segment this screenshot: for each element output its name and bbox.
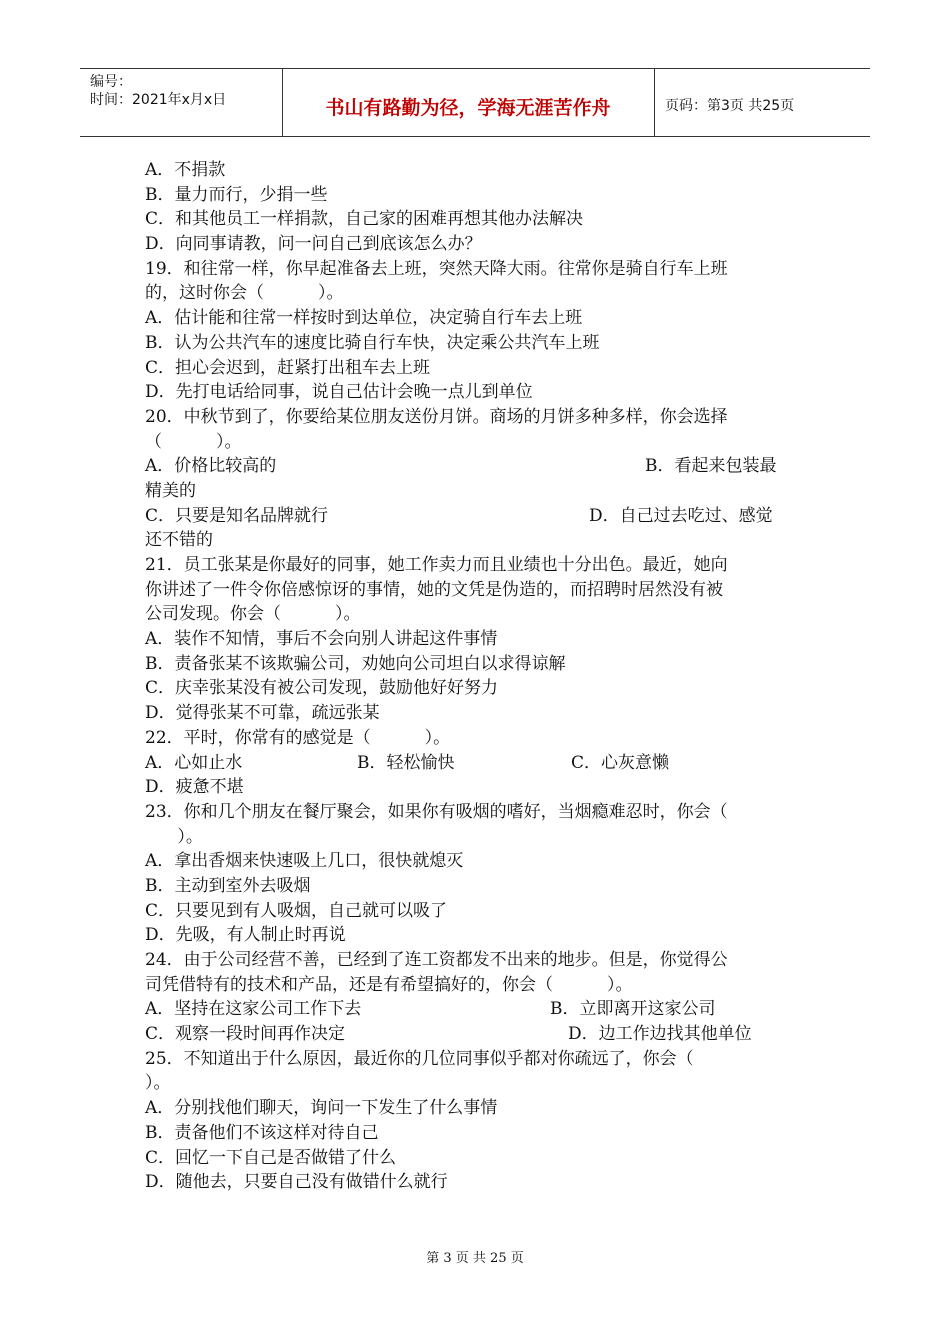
text-line: A．装作不知情，事后不会向别人讲起这件事情	[145, 629, 498, 650]
text-line: B．认为公共汽车的速度比骑自行车快，决定乘公共汽车上班	[145, 332, 600, 353]
text-line: B．量力而行，少捐一些	[145, 184, 328, 205]
text-line: 司凭借特有的技术和产品，还是有希望搞好的，你会（ ）。	[145, 974, 633, 995]
q24-option-a: A．坚持在这家公司工作下去	[145, 999, 362, 1020]
text-line: A．分别找他们聊天，询问一下发生了什么事情	[145, 1098, 498, 1119]
text-line: C．担心会迟到，赶紧打出租车去上班	[145, 357, 431, 378]
q22-option-b: B．轻松愉快	[357, 752, 455, 773]
header-meta-cell	[80, 69, 283, 136]
text-line: 你讲述了一件令你倍感惊讶的事情，她的文凭是伪造的，而招聘时居然没有被	[145, 579, 723, 600]
q20-option-c: C．只要是知名品牌就行	[145, 505, 329, 526]
question-23: 23．你和几个朋友在餐厅聚会，如果你有吸烟的嗜好，当烟瘾难忍时，你会（	[145, 801, 728, 822]
q20-option-b: B．看起来包装最	[645, 456, 777, 477]
question-19: 19．和往常一样，你早起准备去上班，突然天降大雨。往常你是骑自行车上班	[145, 258, 728, 279]
q22-option-a: A．心如止水	[145, 752, 243, 773]
text-line: B．责备他们不该这样对待自己	[145, 1122, 379, 1143]
q20-option-row	[145, 504, 800, 529]
header-page-cell	[655, 69, 870, 136]
text-line: 精美的	[145, 480, 196, 501]
header-motto: 书山有路勤为径，学海无涯苦作舟	[325, 97, 611, 119]
text-line: A．拿出香烟来快速吸上几口，很快就熄灭	[145, 851, 464, 872]
text-line: ）。	[145, 1073, 171, 1094]
question-24: 24．由于公司经营不善，已经到了连工资都发不出来的地步。但是，你觉得公	[145, 950, 728, 970]
text-line: C．庆幸张某没有被公司发现，鼓励他好好努力	[145, 678, 499, 699]
question-25: 25．不知道出于什么原因，最近你的几位同事似乎都对你疏远了，你会（	[145, 1048, 694, 1069]
text-line: D．随他去，只要自己没有做错什么就行	[145, 1172, 448, 1193]
text-line: A．不捐款	[145, 160, 226, 180]
text-line: D．先吸，有人制止时再说	[145, 925, 346, 946]
text-line: ）。	[145, 826, 203, 847]
q20-option-a: A．价格比较高的	[145, 456, 277, 477]
question-20: 20．中秋节到了，你要给某位朋友送份月饼。商场的月饼多种多样，你会选择	[145, 406, 728, 427]
q24-option-row	[145, 1022, 800, 1047]
text-line: B．主动到室外去吸烟	[145, 875, 311, 896]
text-line: C．和其他员工一样捐款，自己家的困难再想其他办法解决	[145, 209, 584, 230]
page-header	[80, 68, 870, 137]
document-date: 时间：2021年x月x日	[90, 92, 227, 108]
text-line: C．回忆一下自己是否做错了什么	[145, 1147, 397, 1168]
text-line: 还不错的	[145, 530, 213, 551]
text-line: （ ）。	[145, 431, 242, 452]
q20-option-row	[145, 454, 800, 479]
q22-option-row	[145, 751, 800, 776]
document-body	[145, 158, 800, 1195]
q24-option-row	[145, 997, 800, 1022]
text-line: C．只要见到有人吸烟，自己就可以吸了	[145, 900, 448, 921]
text-line: 公司发现。你会（ ）。	[145, 604, 361, 625]
page-footer: 第 3 页 共 25 页	[426, 1251, 524, 1266]
text-line: B．责备张某不该欺骗公司，劝她向公司坦白以求得谅解	[145, 653, 566, 674]
question-22: 22．平时，你常有的感觉是（ ）。	[145, 727, 451, 748]
question-21: 21．员工张某是你最好的同事，她工作卖力而且业绩也十分出色。最近，她向	[145, 555, 728, 575]
text-line: A．估计能和往常一样按时到达单位，决定骑自行车去上班	[145, 308, 583, 329]
header-page-info: 页码：第3页 共25页	[665, 98, 795, 114]
q20-option-d: D．自己过去吃过、感觉	[589, 505, 773, 526]
document-number-label: 编号：	[90, 74, 132, 90]
q24-option-d: D．边工作边找其他单位	[568, 1024, 752, 1045]
text-line: D．先打电话给同事，说自己估计会晚一点儿到单位	[145, 382, 533, 403]
q24-option-b: B．立即离开这家公司	[550, 999, 716, 1020]
header-motto-cell	[282, 69, 655, 136]
q22-option-d: D．疲惫不堪	[145, 777, 244, 798]
text-line: D．向同事请教，问一问自己到底该怎么办？	[145, 234, 482, 255]
text-line: D．觉得张某不可靠，疏远张某	[145, 703, 380, 724]
q22-option-c: C．心灰意懒	[571, 752, 670, 773]
text-line: 的，这时你会（ ）。	[145, 283, 344, 304]
q24-option-c: C．观察一段时间再作决定	[145, 1024, 346, 1045]
